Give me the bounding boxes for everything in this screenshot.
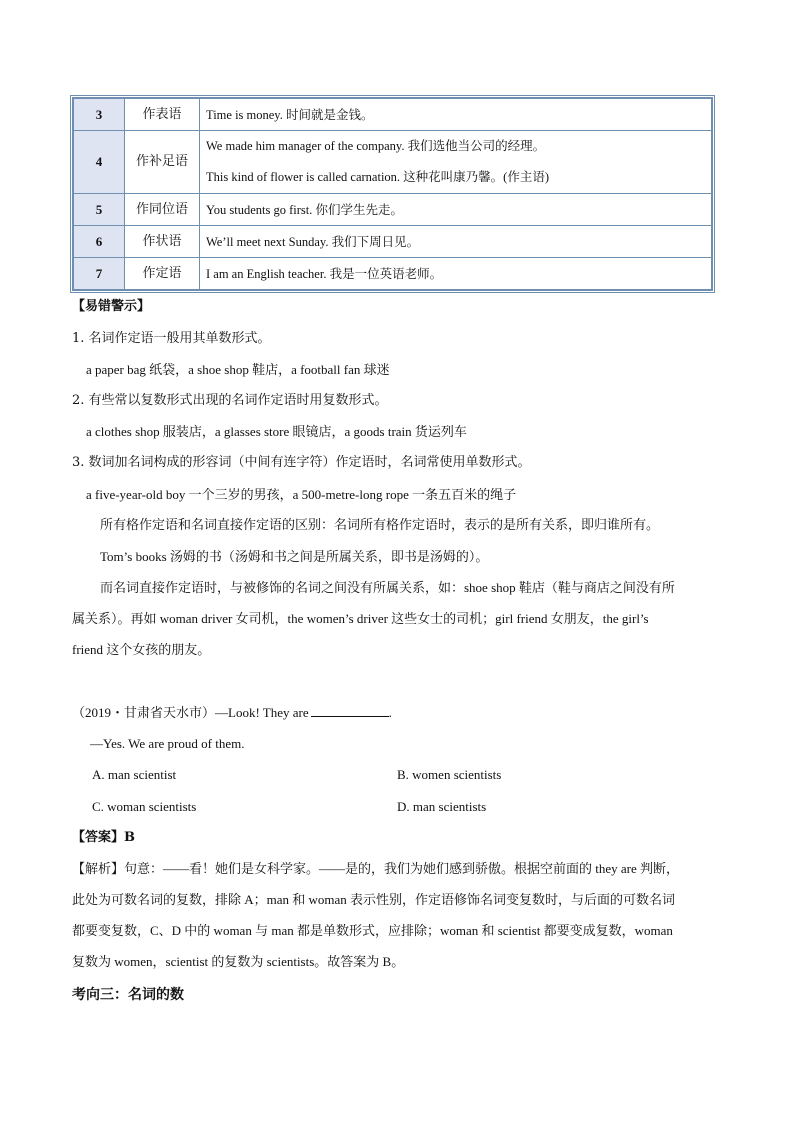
row-example: We made him manager of the company. 我们选他当公司的经理。: [206, 139, 546, 153]
analysis-line: 复数为 women，scientist 的复数为 scientists。故答案为 B。: [72, 954, 405, 969]
row-role: 作状语: [125, 226, 200, 258]
analysis-line: 都要变复数，C、D 中的 woman 与 man 都是单数形式，应排除；woman 和 scientist 都要变成复数，woman: [72, 923, 673, 938]
row-role: 作同位语: [125, 194, 200, 226]
option-b: B. women scientists: [397, 767, 502, 782]
question-stem-end: .: [388, 705, 392, 720]
row-role: 作表语: [125, 99, 200, 131]
row-example: You students go first. 你们学生先走。: [200, 194, 712, 226]
row-number: 4: [74, 131, 125, 194]
answer-blank: [311, 704, 389, 717]
warning-heading: 【易错警示】: [72, 299, 151, 314]
row-example: Time is money. 时间就是金钱。: [200, 99, 712, 131]
row-number: 5: [74, 194, 125, 226]
row-example-cell: [200, 131, 712, 194]
section-heading: 考向三：名词的数: [72, 987, 184, 1003]
table-row: [74, 99, 712, 131]
row-role: 作补足语: [125, 131, 200, 194]
question-stem: [72, 704, 392, 722]
row-number: 6: [74, 226, 125, 258]
warning-point-3: 3. 数词加名词构成的形容词（中间有连字符）作定语时，名词常使用单数形式。: [72, 455, 531, 470]
row-role: 作定语: [125, 258, 200, 290]
option-d: D. man scientists: [397, 799, 487, 814]
warning-paragraph: 而名词直接作定语时，与被修饰的名词之间没有所属关系，如：shoe shop 鞋店（鞋与商店之间没有所: [100, 580, 675, 595]
warning-example-3: a five-year-old boy 一个三岁的男孩，a 500-metre-long rope 一条五百米的绳子: [86, 487, 517, 502]
warning-paragraph: Tom’s books 汤姆的书（汤姆和书之间是所属关系，即书是汤姆的）。: [100, 549, 489, 564]
analysis-line: 此处为可数名词的复数，排除 A；man 和 woman 表示性别，作定语修饰名词变复数时，与后面的可数名词: [72, 892, 676, 907]
option-a: A. man scientist: [92, 767, 177, 782]
question-stem-text: （2019・甘肃省天水市）—Look! They are: [72, 705, 309, 720]
table-row: [74, 131, 712, 194]
option-c: C. woman scientists: [92, 799, 197, 814]
row-example: We’ll meet next Sunday. 我们下周日见。: [200, 226, 712, 258]
warning-example-2: a clothes shop 服装店，a glasses store 眼镜店，a goods train 货运列车: [86, 424, 467, 439]
warning-example-1: a paper bag 纸袋，a shoe shop 鞋店，a football fan 球迷: [86, 362, 390, 377]
warning-point-2: 2. 有些常以复数形式出现的名词作定语时用复数形式。: [72, 393, 388, 408]
table-row: [74, 258, 712, 290]
row-number: 7: [74, 258, 125, 290]
row-number: 3: [74, 99, 125, 131]
warning-paragraph: friend 这个女孩的朋友。: [72, 642, 211, 657]
noun-function-table: [70, 95, 715, 293]
answer-label: 【答案】B: [72, 830, 135, 845]
table-row: [74, 226, 712, 258]
warning-point-1: 1. 名词作定语一般用其单数形式。: [72, 331, 271, 346]
table-row: [74, 194, 712, 226]
analysis-line: 【解析】句意：——看！她们是女科学家。——是的，我们为她们感到骄傲。根据空前面的 they are 判断，: [72, 861, 680, 876]
warning-paragraph: 属关系）。再如 woman driver 女司机，the women’s driver 这些女士的司机；girl friend 女朋友，the girl’s: [72, 611, 649, 626]
row-example: I am an English teacher. 我是一位英语老师。: [200, 258, 712, 290]
warning-paragraph: 所有格作定语和名词直接作定语的区别：名词所有格作定语时，表示的是所有关系，即归谁所有。: [100, 518, 660, 533]
row-example: This kind of flower is called carnation. 这种花叫康乃馨。(作主语): [206, 170, 549, 184]
question-reply: —Yes. We are proud of them.: [90, 736, 245, 751]
